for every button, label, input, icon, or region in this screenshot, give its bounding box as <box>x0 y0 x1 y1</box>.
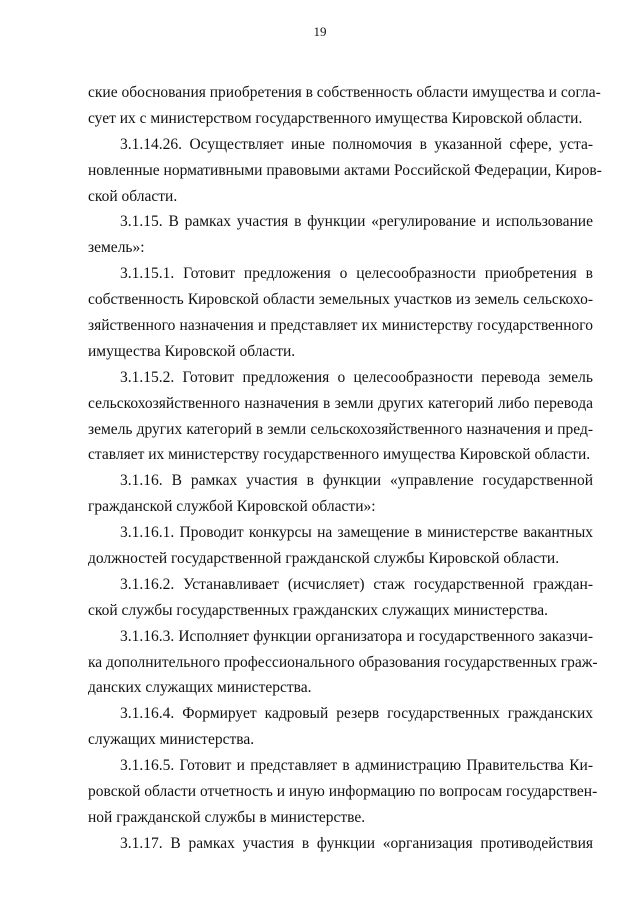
text-line: данских служащих министерства. <box>88 679 312 697</box>
text-line: служащих министерства. <box>88 731 255 749</box>
paragraph <box>88 831 593 857</box>
paragraph <box>88 701 593 753</box>
text-line: 3.1.16.3. Исполняет функции организатора и государственного заказчи- <box>120 627 593 645</box>
text-line: 3.1.15. В рамках участия в функции «регулирование и использование <box>120 213 593 231</box>
text-line: новленные нормативными правовыми актами Российской Федерации, Киров- <box>88 161 602 179</box>
text-line: имущества Кировской области. <box>88 342 296 360</box>
paragraph <box>88 132 602 210</box>
paragraph <box>88 209 593 261</box>
paragraph <box>88 520 593 572</box>
text-line: ставляет их министерству государственного имущества Кировской области. <box>88 446 591 464</box>
text-line: ной гражданской службы в министерстве. <box>88 808 366 826</box>
text-line: 3.1.16.1. Проводит конкурсы на замещение в министерстве вакантных <box>120 524 593 542</box>
text-line: должностей государственной гражданской службы Кировской области. <box>88 550 560 568</box>
text-line: земель»: <box>88 239 145 257</box>
paragraph <box>88 624 598 702</box>
document-body <box>88 80 602 857</box>
text-line: 3.1.16. В рамках участия в функции «управление государственной <box>120 472 593 490</box>
text-line: сельскохозяйственного назначения в земли других категорий либо перевода <box>88 394 593 412</box>
text-line: собственность Кировской области земельных участков из земель сельскохо- <box>88 291 593 309</box>
text-line: сует их с министерством государственного имущества Кировской области. <box>88 109 583 127</box>
paragraph <box>88 468 593 520</box>
page-number: 19 <box>313 24 327 39</box>
text-line: 3.1.16.4. Формирует кадровый резерв государственных гражданских <box>120 705 593 723</box>
text-line: земель других категорий в земли сельскохозяйственного назначения и пред- <box>88 420 593 438</box>
text-line: зяйственного назначения и представляет их министерству государственного <box>88 317 593 335</box>
text-line: ка дополнительного профессионального образования государственных граж- <box>88 653 598 671</box>
text-line: ровской области отчетность и иную информацию по вопросам государствен- <box>88 783 598 801</box>
paragraph <box>88 261 593 365</box>
text-line: 3.1.15.2. Готовит предложения о целесообразности перевода земель <box>120 368 593 386</box>
text-line: ские обоснования приобретения в собственность области имущества и согла- <box>88 84 601 101</box>
paragraph <box>88 80 601 132</box>
text-line: 3.1.15.1. Готовит предложения о целесообразности приобретения в <box>120 265 593 283</box>
paragraph <box>88 572 593 624</box>
paragraph <box>88 365 593 469</box>
text-line: 3.1.17. В рамках участия в функции «организация противодействия <box>120 834 593 852</box>
text-line: 3.1.16.2. Устанавливает (исчисляет) стаж государственной граждан- <box>120 575 593 593</box>
text-line: гражданской службой Кировской области»: <box>88 498 376 516</box>
paragraph <box>88 753 598 831</box>
text-line: 3.1.14.26. Осуществляет иные полномочия в указанной сфере, уста- <box>120 135 593 153</box>
text-line: ской службы государственных гражданских служащих министерства. <box>88 601 549 619</box>
text-line: ской области. <box>88 187 178 205</box>
text-line: 3.1.16.5. Готовит и представляет в администрацию Правительства Ки- <box>120 757 593 775</box>
